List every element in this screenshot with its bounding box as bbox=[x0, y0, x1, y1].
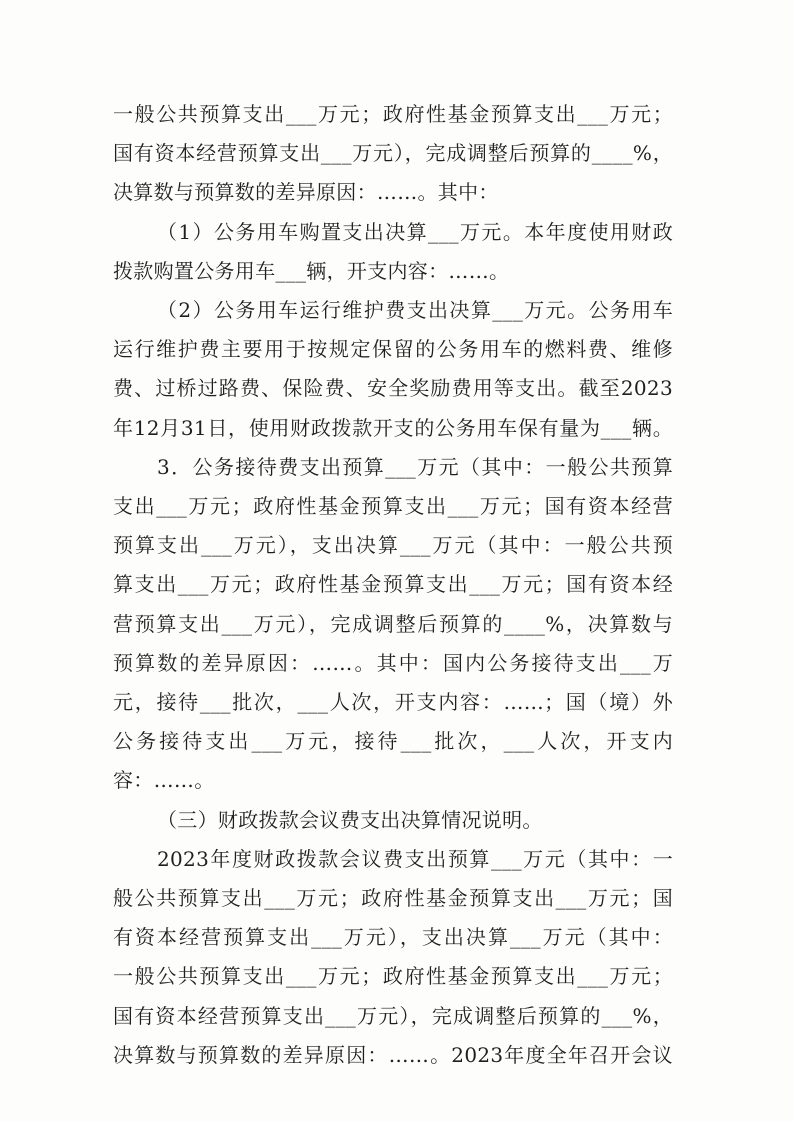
text-line: （1）公务用车购置支出决算___万元。本年度使用财政 bbox=[157, 219, 673, 244]
text-line: 运行维护费主要用于按规定保留的公务用车的燃料费、维修 bbox=[113, 337, 673, 362]
text-line: 3．公务接待费支出预算___万元（其中：一般公共预算 bbox=[157, 454, 673, 479]
text-line: 元，接待___批次，___人次，开支内容：……；国（境）外 bbox=[113, 690, 673, 714]
text-line: （2）公务用车运行维护费支出决算___万元。公务用车 bbox=[157, 298, 673, 322]
text-line: 决算数与预算数的差异原因：……。2023年度全年召开会议 bbox=[113, 1042, 673, 1067]
text-line: 预算数的差异原因：……。其中：国内公务接待支出___万 bbox=[113, 650, 673, 675]
text-line: 拨款购置公务用车___辆，开支内容：……。 bbox=[113, 258, 510, 283]
text-line: 般公共预算支出___万元；政府性基金预算支出___万元；国 bbox=[113, 886, 673, 910]
text-line: 有资本经营预算支出___万元），支出决算___万元（其中： bbox=[113, 925, 673, 950]
text-line: 公务接待支出___万元，接待___批次，___人次，开支内 bbox=[113, 729, 673, 754]
text-line: 一般公共预算支出___万元；政府性基金预算支出___万元； bbox=[113, 102, 673, 126]
text-line: 容：……。 bbox=[113, 768, 215, 793]
text-line: 营预算支出___万元），完成调整后预算的____%，决算数与 bbox=[113, 611, 673, 636]
text-line: 国有资本经营预算支出___万元），完成调整后预算的___%， bbox=[113, 1003, 673, 1028]
text-line: 决算数与预算数的差异原因：……。其中： bbox=[113, 180, 499, 205]
text-line: 国有资本经营预算支出___万元），完成调整后预算的____%， bbox=[113, 141, 673, 166]
text-line: 年12月31日，使用财政拨款开支的公务用车保有量为___辆。 bbox=[113, 415, 673, 440]
text-line: 费、过桥过路费、保险费、安全奖励费用等支出。截至2023 bbox=[113, 376, 673, 401]
text-line: 支出___万元；政府性基金预算支出___万元；国有资本经营 bbox=[113, 494, 673, 518]
text-line: 一般公共预算支出___万元；政府性基金预算支出___万元； bbox=[113, 964, 673, 989]
text-line: 2023年度财政拨款会议费支出预算___万元（其中：一 bbox=[157, 846, 673, 871]
text-line: 预算支出___万元），支出决算___万元（其中：一般公共预 bbox=[113, 533, 673, 558]
text-line: 算支出___万元；政府性基金预算支出___万元；国有资本经 bbox=[113, 572, 673, 597]
section-heading: （三）财政拨款会议费支出决算情况说明。 bbox=[157, 807, 543, 832]
